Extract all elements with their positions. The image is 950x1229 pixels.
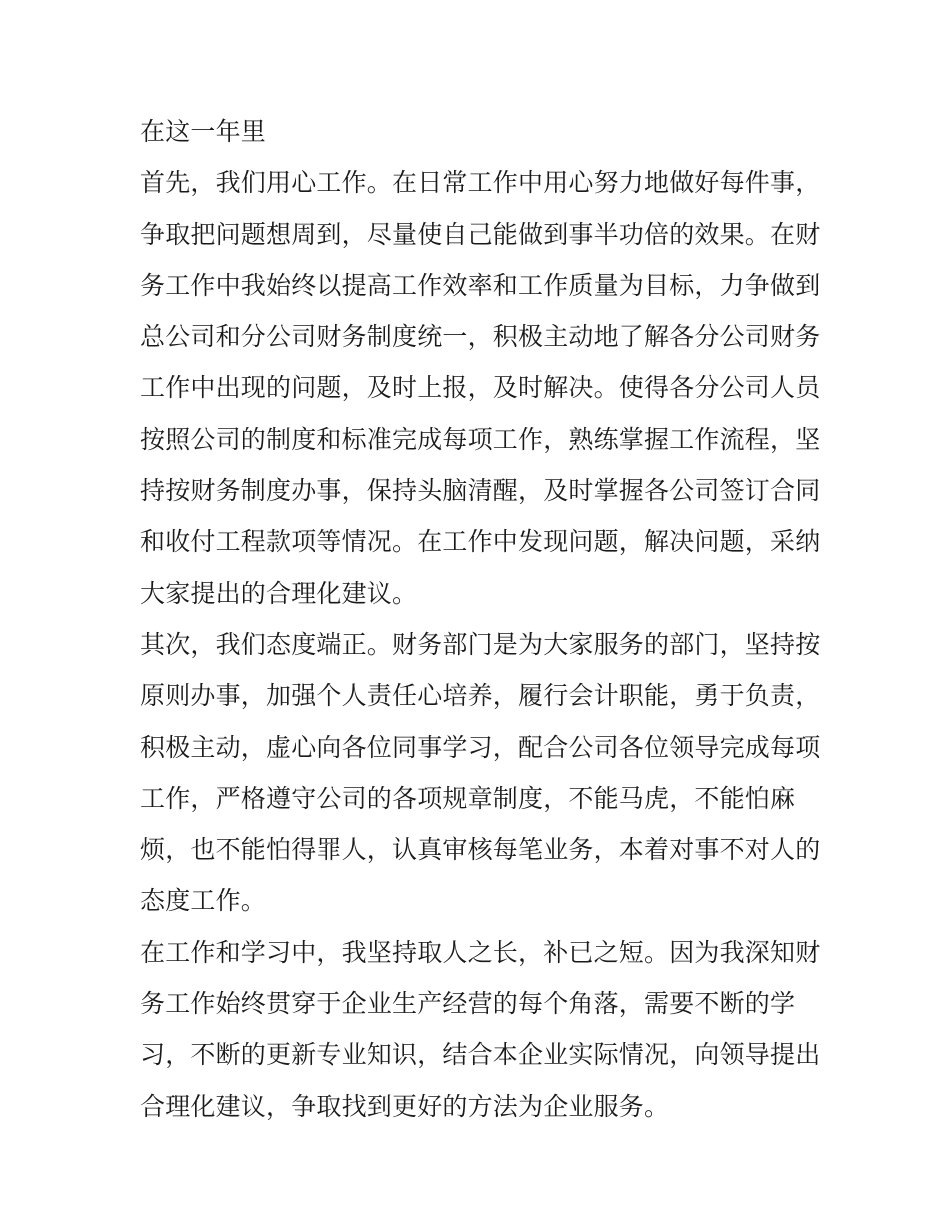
text-line: 态度工作。 xyxy=(140,886,267,916)
text-line: 大家提出的合理化建议。 xyxy=(140,578,418,608)
text-line: 按照公司的制度和标准完成每项工作，熟练掌握工作流程，坚 xyxy=(140,424,821,454)
text-line: 持按财务制度办事，保持头脑清醒，及时掌握各公司签订合同 xyxy=(140,476,821,506)
text-line: 合理化建议，争取找到更好的方法为企业服务。 xyxy=(140,1091,670,1121)
text-line: 首先，我们用心工作。在日常工作中用心努力地做好每件事， xyxy=(140,168,821,198)
text-line: 习，不断的更新专业知识，结合本企业实际情况，向领导提出 xyxy=(140,1040,821,1070)
text-line: 其次，我们态度端正。财务部门是为大家服务的部门，坚持按 xyxy=(140,629,821,659)
text-line: 原则办事，加强个人责任心培养，履行会计职能，勇于负责， xyxy=(140,681,821,711)
text-line: 争取把问题想周到，尽量使自己能做到事半功倍的效果。在财 xyxy=(140,219,821,249)
text-line: 烦，也不能怕得罪人，认真审核每笔业务，本着对事不对人的 xyxy=(140,835,821,865)
text-line: 工作，严格遵守公司的各项规章制度，不能马虎，不能怕麻 xyxy=(140,783,796,813)
text-line: 工作中出现的问题，及时上报，及时解决。使得各分公司人员 xyxy=(140,373,821,403)
text-line: 务工作中我始终以提高工作效率和工作质量为目标，力争做到 xyxy=(140,270,821,300)
document-body xyxy=(140,106,820,1132)
text-line: 在工作和学习中，我坚持取人之长，补已之短。因为我深知财 xyxy=(140,937,821,967)
text-line: 和收付工程款项等情况。在工作中发现问题，解决问题，采纳 xyxy=(140,527,821,557)
text-line: 积极主动，虚心向各位同事学习，配合公司各位领导完成每项 xyxy=(140,732,821,762)
text-line: 务工作始终贯穿于企业生产经营的每个角落，需要不断的学 xyxy=(140,989,796,1019)
text-line: 总公司和分公司财务制度统一，积极主动地了解各分公司财务 xyxy=(140,322,821,352)
text-line-heading: 在这一年里 xyxy=(140,117,267,146)
